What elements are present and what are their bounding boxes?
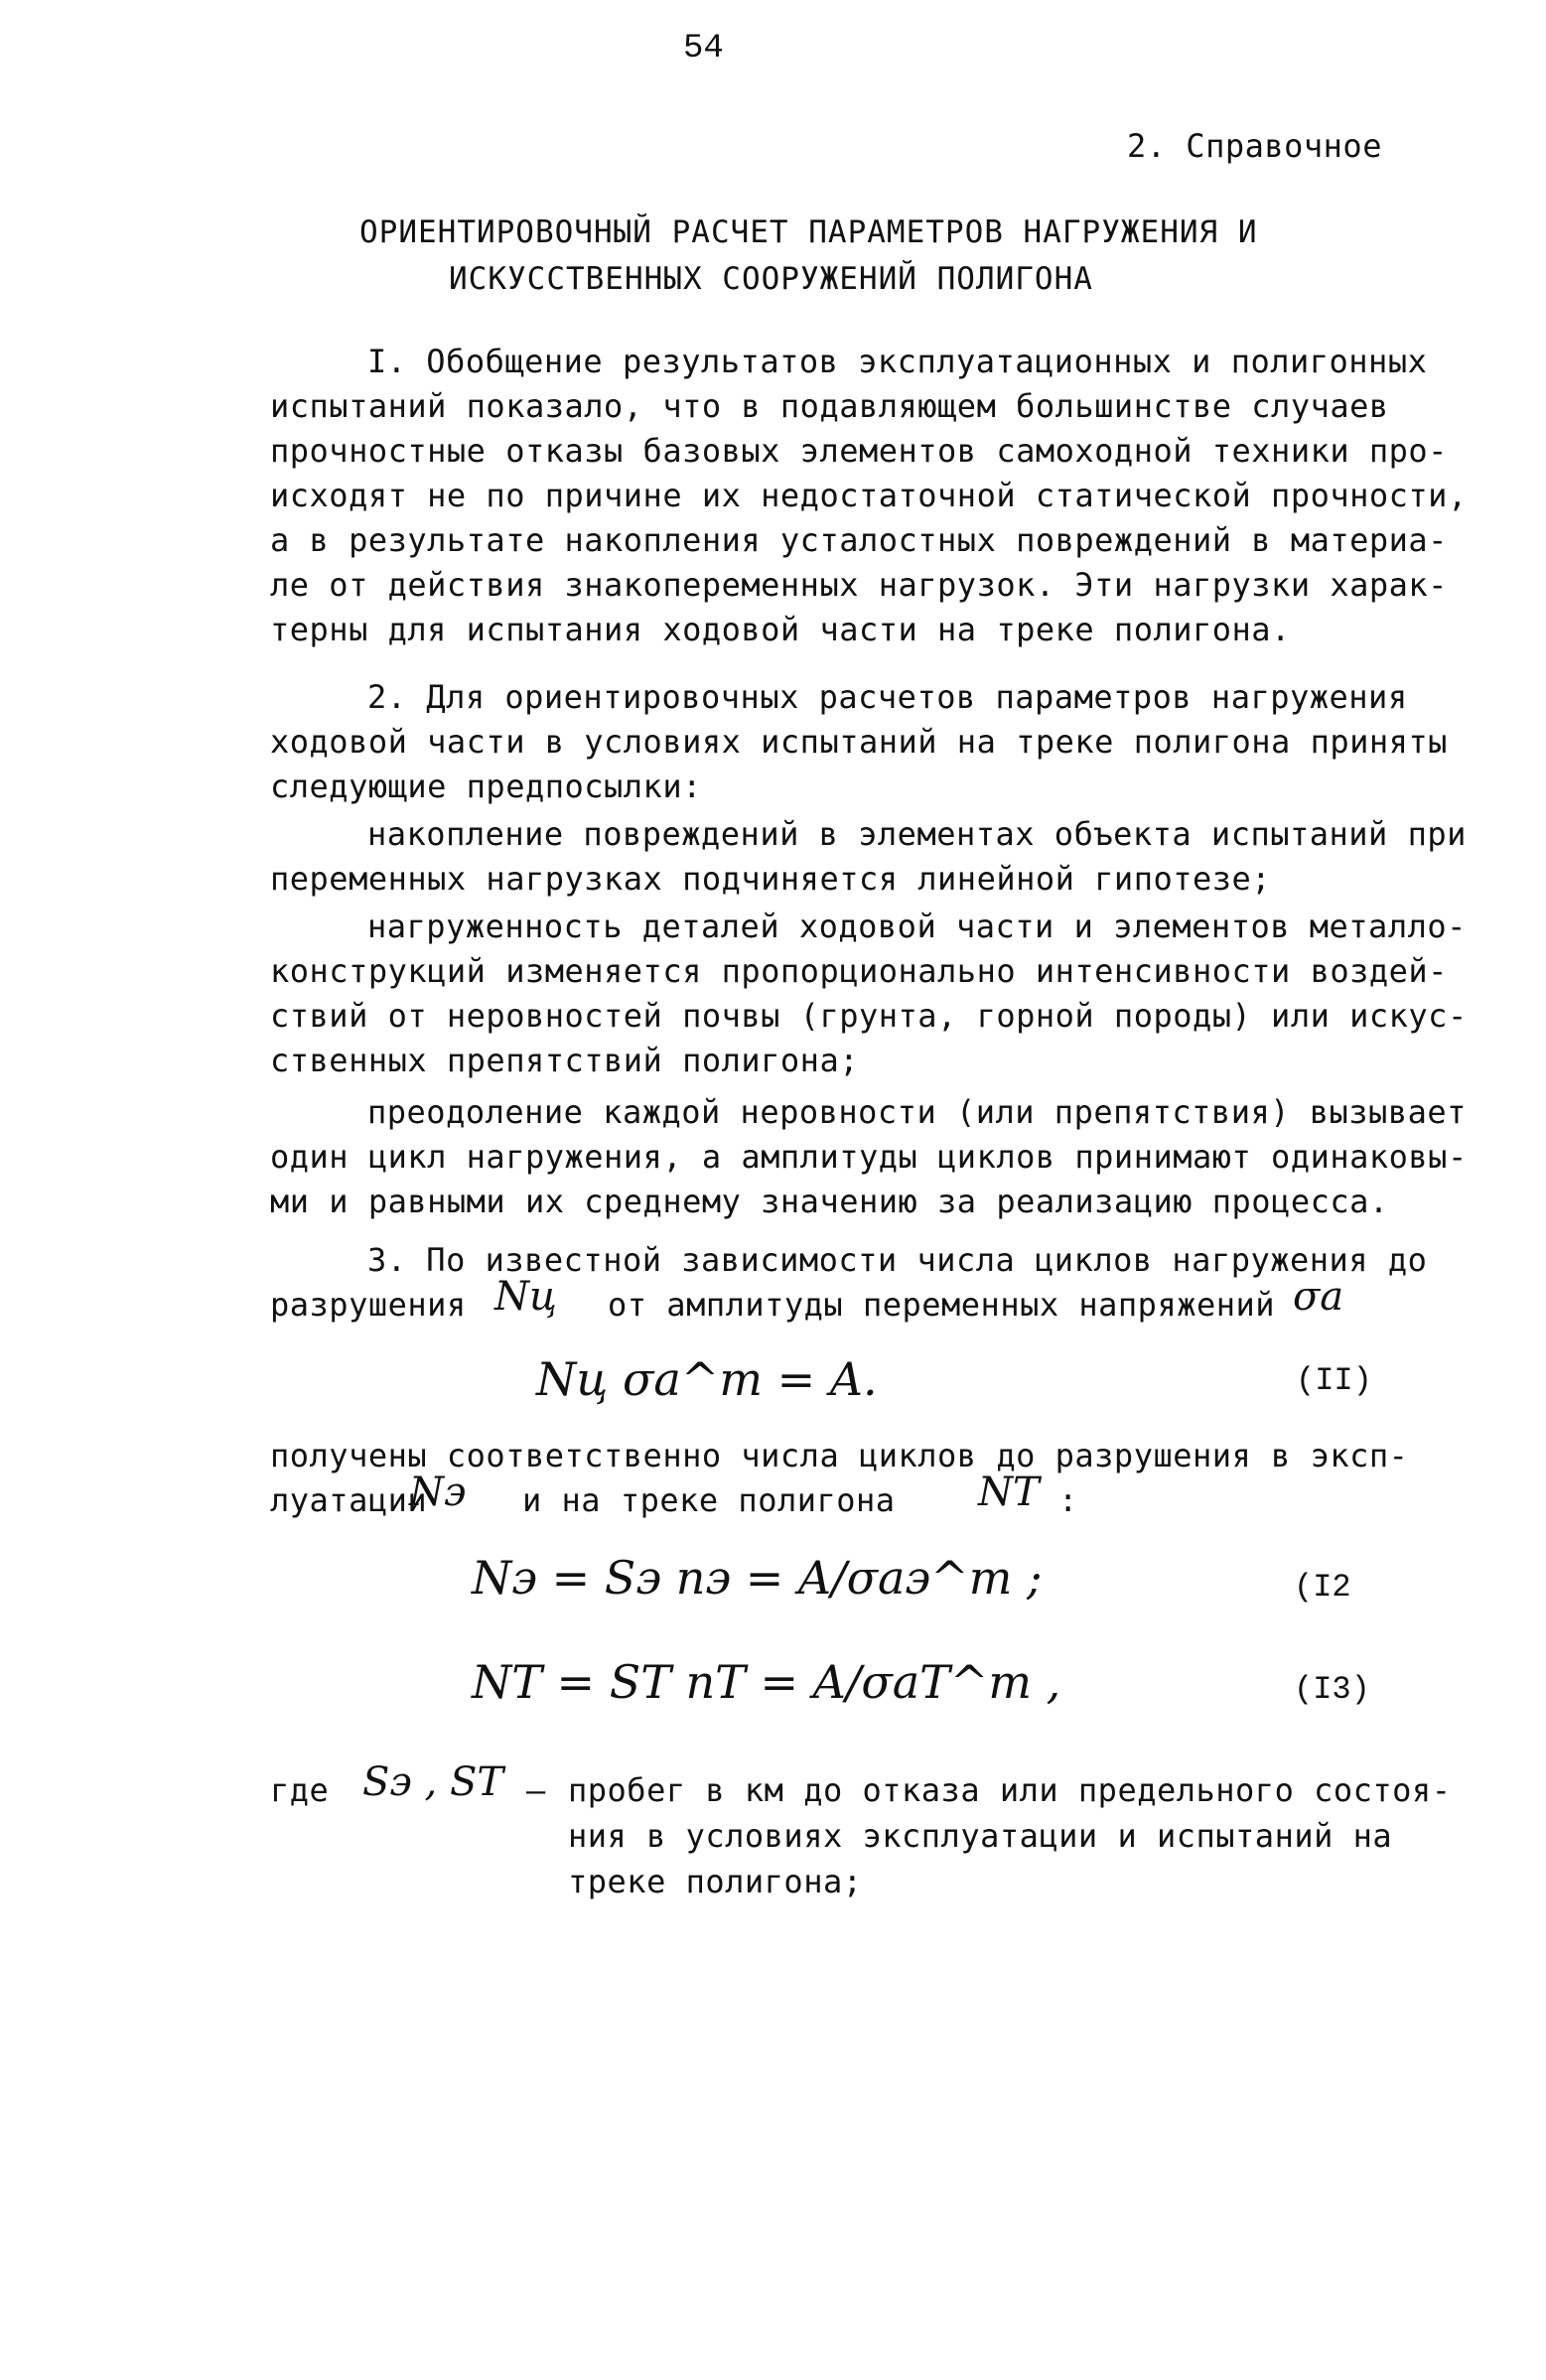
where-symbols: Sэ , SТ bbox=[362, 1759, 504, 1805]
p1-line: I. Обобщение результатов эксплуатационных и полигонных bbox=[367, 343, 1428, 380]
equation-12-number: (I2 bbox=[1294, 1569, 1351, 1606]
p2-line: ходовой части в условиях испытаний на треке полигона приняты bbox=[270, 723, 1448, 761]
p1-line: прочностные отказы базовых элементов самоходной техники про- bbox=[270, 432, 1448, 470]
p2b-line: ствий от неровностей почвы (грунта, горной породы) или искус- bbox=[270, 997, 1468, 1035]
where-line: пробег в км до отказа или предельного состоя- bbox=[568, 1771, 1452, 1809]
p1-line: а в результате накопления усталостных повреждений в материа- bbox=[270, 521, 1448, 559]
equation-11-number: (II) bbox=[1296, 1362, 1372, 1399]
p2c-line: ми и равными их среднему значению за реализацию процесса. bbox=[270, 1183, 1389, 1220]
p3-line: 3. По известной зависимости числа циклов нагружения до bbox=[367, 1241, 1428, 1279]
p2-line: следующие предпосылки: bbox=[270, 768, 702, 805]
where-line: ния в условиях эксплуатации и испытаний на bbox=[568, 1817, 1393, 1855]
equation-12: Nэ = Sэ nэ = A/σaэ^m ; bbox=[472, 1551, 1043, 1605]
p3-cont-line: : bbox=[1058, 1481, 1078, 1519]
p3-line: от амплитуды переменных напряжений bbox=[608, 1286, 1276, 1324]
p3-cont-line: и на треке полигона bbox=[522, 1481, 896, 1519]
p2c-line: преодоление каждой неровности (или препятствия) вызывает bbox=[367, 1093, 1467, 1131]
equation-11: Nц σa^m = A. bbox=[536, 1352, 878, 1406]
p1-line: исходят не по причине их недостаточной статической прочности, bbox=[270, 477, 1468, 514]
where-line: треке полигона; bbox=[568, 1863, 863, 1900]
p1-line: терны для испытания ходовой части на треке полигона. bbox=[270, 611, 1291, 648]
symbol-nc: Nц bbox=[494, 1274, 557, 1320]
p2b-line: конструкций изменяется пропорционально интенсивности воздей- bbox=[270, 952, 1448, 990]
where-label: где bbox=[270, 1771, 330, 1809]
symbol-ne: Nэ bbox=[409, 1470, 467, 1515]
symbol-sigma-a: σa bbox=[1293, 1274, 1344, 1320]
equation-13: NТ = SТ nТ = A/σaТ^m , bbox=[472, 1655, 1061, 1709]
p2c-line: один цикл нагружения, а амплитуды циклов принимают одинаковы- bbox=[270, 1138, 1468, 1176]
equation-13-number: (I3) bbox=[1294, 1671, 1370, 1708]
p2a-line: накопление повреждений в элементах объекта испытаний при bbox=[367, 815, 1467, 853]
p2b-line: ственных препятствий полигона; bbox=[270, 1042, 859, 1079]
p3-cont-line: получены соответственно числа циклов до разрушения в эксп- bbox=[270, 1437, 1409, 1474]
p3-cont-line: луатации bbox=[270, 1481, 428, 1519]
p1-line: ле от действия знакопеременных нагрузок. Эти нагрузки харак- bbox=[270, 566, 1448, 604]
symbol-nt: NТ bbox=[978, 1470, 1040, 1515]
page-number: 54 bbox=[683, 30, 724, 68]
title-line-2: ИСКУССТВЕННЫХ СООРУЖЕНИЙ ПОЛИГОНА bbox=[449, 261, 1093, 297]
p2a-line: переменных нагрузках подчиняется линейной гипотезе; bbox=[270, 860, 1272, 898]
p2-line: 2. Для ориентировочных расчетов параметров нагружения bbox=[367, 678, 1408, 716]
p3-line: разрушения bbox=[270, 1286, 467, 1324]
title-line-1: ОРИЕНТИРОВОЧНЫЙ РАСЧЕТ ПАРАМЕТРОВ НАГРУЖЕНИЯ И bbox=[359, 214, 1258, 250]
appendix-label: 2. Справочное bbox=[1127, 127, 1382, 165]
p2b-line: нагруженность деталей ходовой части и элементов металло- bbox=[367, 908, 1467, 945]
p1-line: испытаний показало, что в подавляющем большинстве случаев bbox=[270, 387, 1389, 425]
where-dash: – bbox=[526, 1771, 546, 1809]
